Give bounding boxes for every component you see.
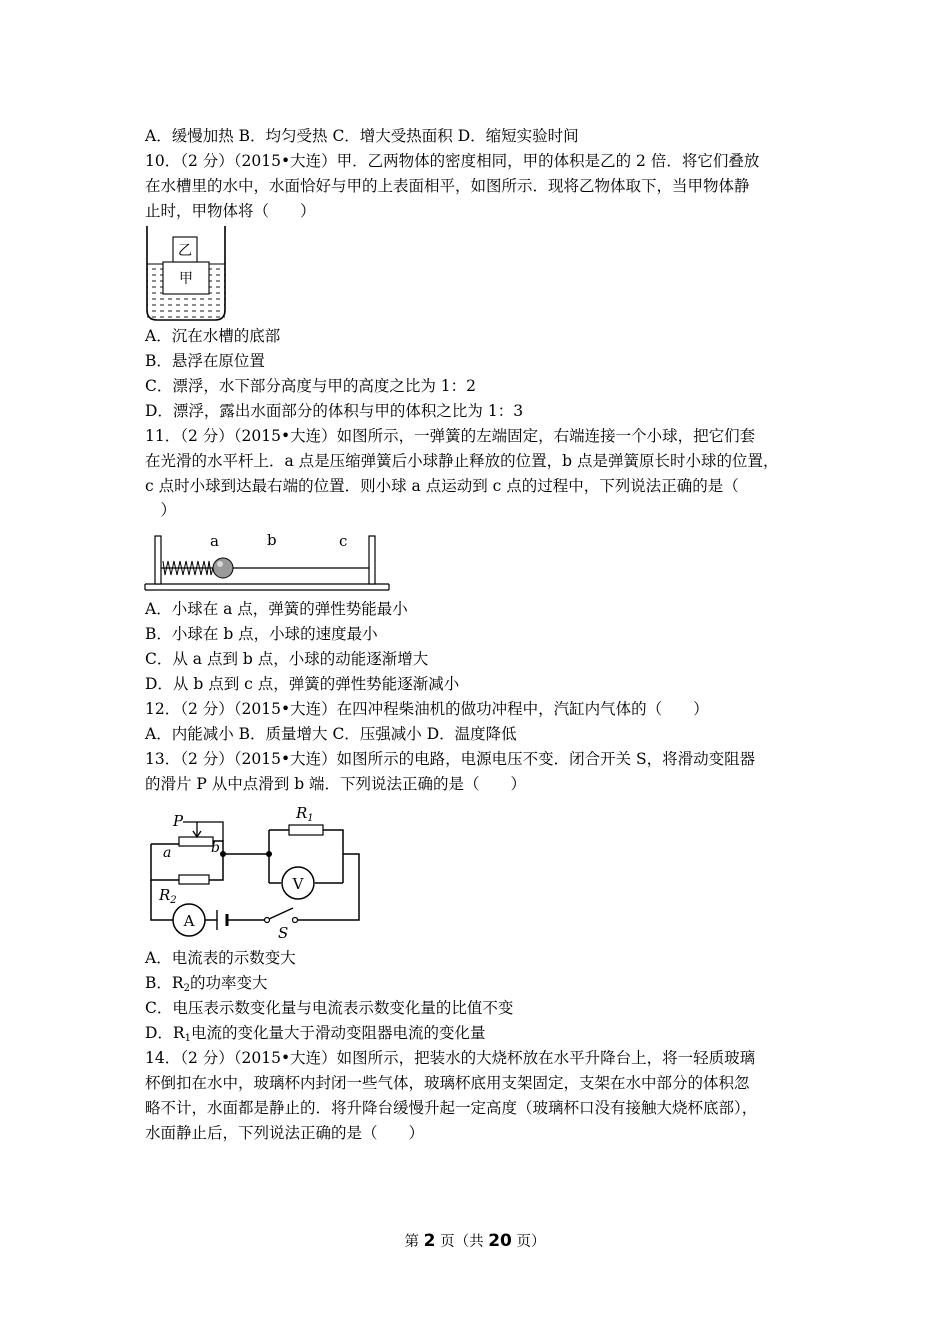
point-b-label: b (267, 531, 277, 549)
q11-stem-line4: ） (145, 501, 177, 519)
q11-stem-line2: 在光滑的水平杆上．a 点是压缩弹簧后小球静止释放的位置，b 点是弹簧原长时小球的位置， (145, 452, 779, 470)
q13-circuit-figure (143, 800, 365, 940)
q11-option-d: D．从 b 点到 c 点，弹簧的弹性势能逐渐减小 (145, 675, 460, 693)
q14-stem-line4: 水面静止后，下列说法正确的是（ ） (145, 1124, 425, 1142)
switch-s-label: S (278, 924, 289, 940)
q12-stem: 12．（2 分）（2015•大连）在四冲程柴油机的做功冲程中，汽缸内气体的（ ） (145, 700, 709, 718)
q13-option-b: B．$R_2$的功率变大 (145, 974, 268, 994)
q9-options: A．缓慢加热 B．均匀受热 C．增大受热面积 D．缩短实验时间 (145, 127, 579, 145)
q13-stem-line1: 13．（2 分）（2015•大连）如图所示的电路，电源电压不变．闭合开关 S，将滑动变阻器 (145, 750, 756, 768)
q11-stem-line1: 11．（2 分）（2015•大连）如图所示，一弹簧的左端固定，右端连接一个小球，把它们套 (145, 427, 756, 445)
q14-stem-line2: 杯倒扣在水中，玻璃杯内封闭一些气体，玻璃杯底用支架固定，支架在水中部分的体积忽 (145, 1074, 750, 1092)
point-a-label: a (163, 845, 172, 861)
r1-label: $R_1$ (296, 804, 314, 824)
q10-option-b: B．悬浮在原位置 (145, 352, 265, 370)
q11-option-b: B．小球在 b 点，小球的速度最小 (145, 625, 378, 643)
slider-p-label: P (173, 812, 184, 830)
page-number: 2 (423, 1231, 436, 1251)
block-jia-label: 甲 (179, 271, 193, 287)
q10-stem-line3: 止时，甲物体将（ ） (145, 202, 316, 220)
q10-option-d: D．漂浮，露出水面部分的体积与甲的体积之比为 1：3 (145, 402, 524, 420)
q11-option-a: A．小球在 a 点，弹簧的弹性势能最小 (145, 600, 408, 618)
r2-label: $R_2$ (159, 886, 177, 906)
q14-stem-line1: 14．（2 分）（2015•大连）如图所示，把装水的大烧杯放在水平升降台上，将一轻质玻璃 (145, 1049, 756, 1067)
q10-stem-line1: 10．（2 分）（2015•大连）甲．乙两物体的密度相同，甲的体积是乙的 2 倍．将它们叠放 (145, 152, 760, 170)
point-a-label: a (210, 532, 219, 550)
q10-tank-figure (143, 224, 229, 324)
page-footer: 第 2 页（共 20 页） (404, 1231, 546, 1251)
voltmeter-label: V (292, 875, 304, 893)
q14-stem-line3: 略不计，水面都是静止的．将升降台缓慢升起一定高度（玻璃杯口没有接触大烧杯底部）， (145, 1099, 758, 1117)
q11-option-c: C．从 a 点到 b 点，小球的动能逐渐增大 (145, 650, 429, 668)
q10-option-c: C．漂浮，水下部分高度与甲的高度之比为 1：2 (145, 377, 477, 395)
ball (213, 558, 233, 578)
q13-option-c: C．电压表示数变化量与电流表示数变化量的比值不变 (145, 999, 514, 1017)
q11-stem-line3: c 点时小球到达最右端的位置．则小球 a 点运动到 c 点的过程中，下列说法正确的是（ (145, 477, 739, 495)
q12-options: A．内能减小 B．质量增大 C．压强减小 D．温度降低 (145, 725, 517, 743)
point-c-label: c (339, 532, 348, 550)
q10-stem-line2: 在水槽里的水中，水面恰好与甲的上表面相平，如图所示．现将乙物体取下，当甲物体静 (145, 177, 750, 195)
total-pages: 20 (488, 1231, 512, 1251)
q13-stem-line2: 的滑片 P 从中点滑到 b 端．下列说法正确的是（ ） (145, 775, 527, 793)
ammeter-label: A (183, 912, 195, 930)
block-yi-label: 乙 (178, 243, 192, 259)
q13-option-a: A．电流表的示数变大 (145, 949, 296, 967)
point-b-label: b (211, 840, 220, 856)
q11-spring-figure (143, 528, 393, 592)
q13-option-d: D．$R_1$电流的变化量大于滑动变阻器电流的变化量 (145, 1024, 486, 1044)
q10-option-a: A．沉在水槽的底部 (145, 327, 281, 345)
